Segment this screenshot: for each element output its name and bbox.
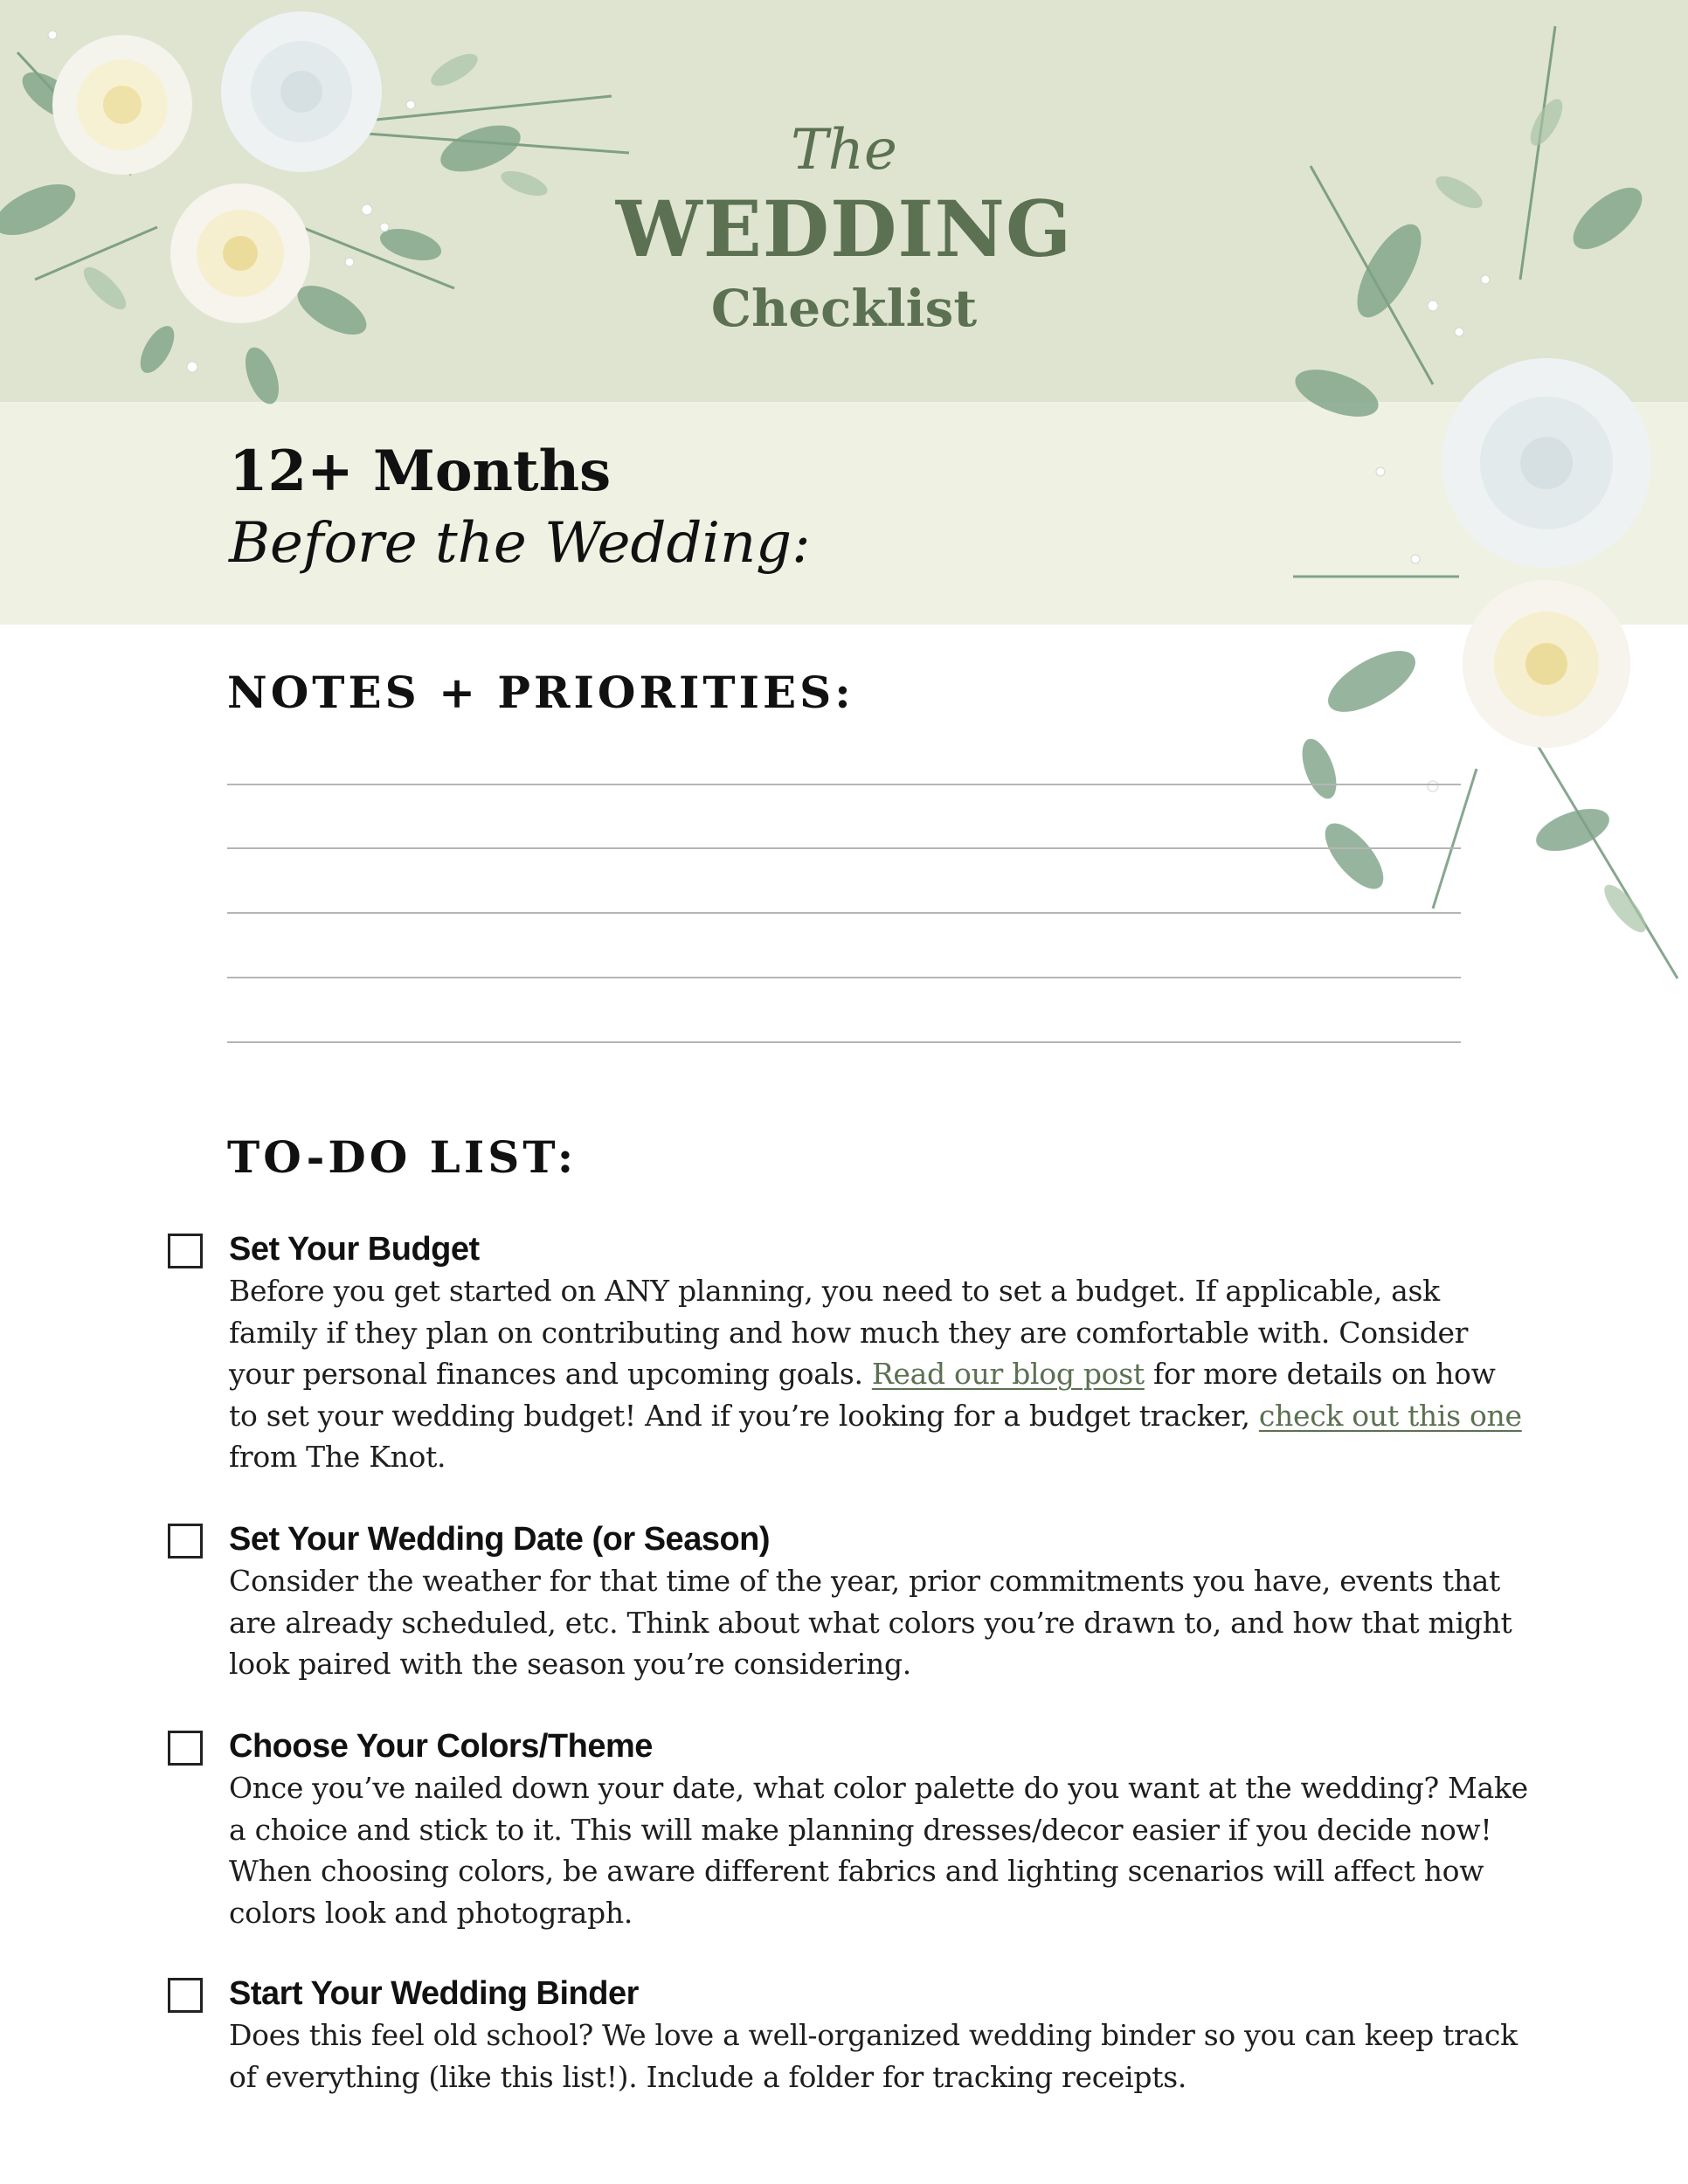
blog-post-link[interactable]: Read our blog post — [871, 1357, 1145, 1391]
timeframe-months: 12+ Months — [229, 439, 612, 504]
todo-heading: TO-DO LIST: — [227, 1131, 578, 1183]
todo-checkbox-set-wedding-date[interactable] — [168, 1524, 203, 1559]
floral-bouquet-right-illustration — [1258, 17, 1688, 996]
checklist-title — [582, 118, 1106, 338]
notes-line-1[interactable] — [227, 784, 1461, 785]
todo-title: Choose Your Colors/Theme — [229, 1728, 653, 1765]
todo-description: Does this feel old school? We love a well-organized wedding binder so you can keep track of everything (like this list!). Include a folder for tracking receipts. — [229, 2018, 1518, 2094]
notes-line-5[interactable] — [227, 1041, 1461, 1043]
todo-description: Before you get started on ANY planning, you need to set a budget. If applicable, ask family if they plan on contributing and how much they are comfortable with. Consider your personal finances and upcoming goals. Read our blog post for more details on how to set your wedding budget! And if you’re looking for a budget tracker, check out this one from The Knot. — [229, 1274, 1522, 1474]
notes-line-2[interactable] — [227, 847, 1461, 849]
todo-title: Set Your Budget — [229, 1231, 480, 1268]
title-wedding: WEDDING — [615, 183, 1073, 274]
timeframe-before-wedding: Before the Wedding: — [229, 511, 811, 576]
todo-title: Set Your Wedding Date (or Season) — [229, 1521, 771, 1558]
budget-tracker-link[interactable]: check out this one — [1258, 1398, 1522, 1433]
floral-bouquet-top-left-illustration — [0, 0, 647, 437]
todo-checkbox-choose-colors[interactable] — [168, 1731, 203, 1766]
notes-line-3[interactable] — [227, 912, 1461, 914]
todo-title: Start Your Wedding Binder — [229, 1975, 639, 2012]
todo-checkbox-set-budget[interactable] — [168, 1234, 203, 1268]
title-checklist: Checklist — [710, 279, 978, 338]
notes-line-4[interactable] — [227, 977, 1461, 978]
todo-checkbox-wedding-binder[interactable] — [168, 1978, 203, 2013]
notes-heading: NOTES + PRIORITIES: — [227, 667, 854, 718]
todo-description: Consider the weather for that time of the year, prior commitments you have, events that are already scheduled, etc. Think about what colors you’re drawn to, and how that might look paired with the season you’re considering. — [229, 1564, 1512, 1681]
title-the: The — [791, 118, 897, 183]
todo-description: Once you’ve nailed down your date, what color palette do you want at the wedding? Make a choice and stick to it. This will make planning dresses/decor easier if you decide now! When choosing colors, be aware different fabrics and lighting scenarios will affect how colors look and photograph. — [229, 1771, 1528, 1930]
